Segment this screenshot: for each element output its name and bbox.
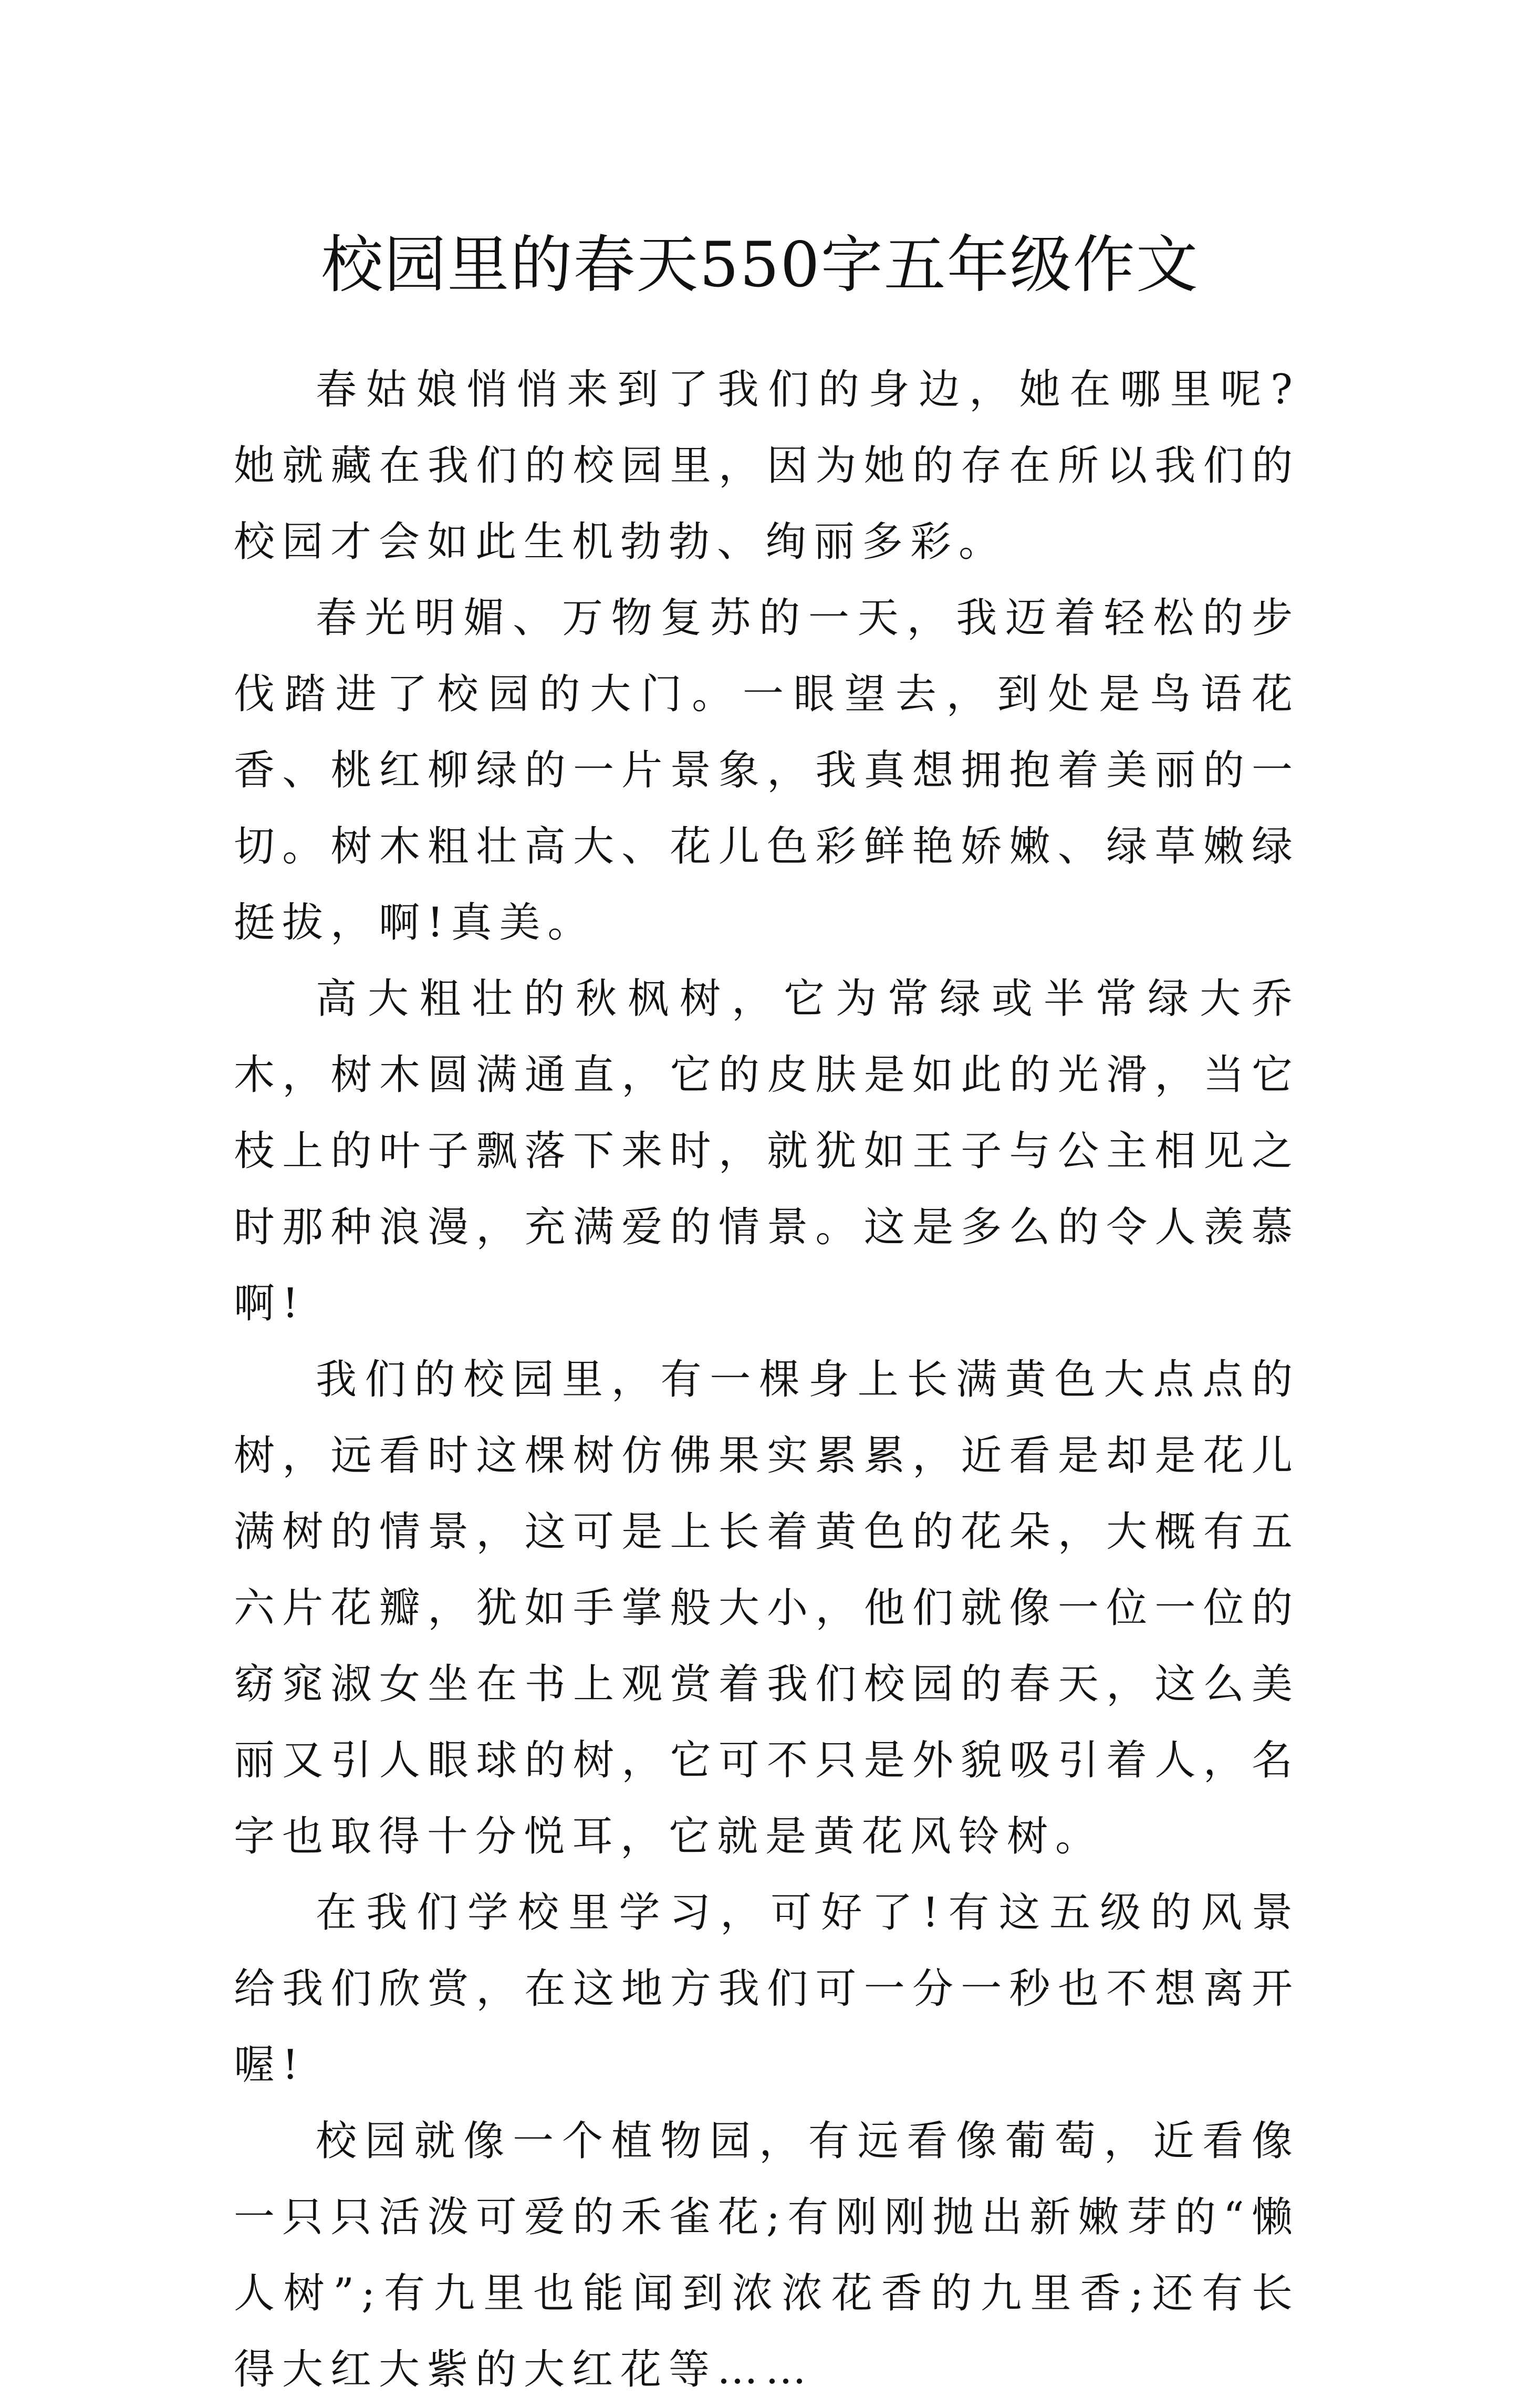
paragraph: 春姑娘悄悄来到了我们的身边，她在哪里呢?她就藏在我们的校园里，因为她的存在所以我们的校园才会如此生机勃勃、绚丽多彩。 [234, 366, 1300, 566]
paragraph: 高大粗壮的秋枫树，它为常绿或半常绿大乔木，树木圆满通直，它的皮肤是如此的光滑，当它枝上的叶子飘落下来时，就犹如王子与公主相见之时那种浪漫，充满爱的情景。这是多么的令人羡慕啊! [234, 975, 1300, 1327]
paragraph: 我们的校园里，有一棵身上长满黄色大点点的树，远看时这棵树仿佛果实累累，近看是却是花儿满树的情景，这可是上长着黄色的花朵，大概有五六片花瓣，犹如手掌般大小，他们就像一位一位的窈窕淑女坐在书上观赏着我们校园的春天，这么美丽又引人眼球的树，它可不只是外貌吸引着人，名字也取得十分悦耳，它就是黄花风铃树。 [234, 1356, 1300, 1860]
paragraph: 在我们学校里学习，可好了!有这五级的风景给我们欣赏，在这地方我们可一分一秒也不想离开喔! [234, 1889, 1300, 2089]
document-title: 校园里的春天550字五年级作文 [321, 228, 1199, 301]
paragraph: 春光明媚、万物复苏的一天，我迈着轻松的步伐踏进了校园的大门。一眼望去，到处是鸟语花香、桃红柳绿的一片景象，我真想拥抱着美丽的一切。树木粗壮高大、花儿色彩鲜艳娇嫩、绿草嫩绿挺拔，啊!真美。 [234, 595, 1300, 946]
paragraph: 校园就像一个植物园，有远看像葡萄，近看像一只只活泼可爱的禾雀花;有刚刚抛出新嫩芽的“懒人树”;有九里也能闻到浓浓花香的九里香;还有长得大红大紫的大红花等…… [234, 2118, 1300, 2393]
document-body [234, 352, 1300, 2408]
